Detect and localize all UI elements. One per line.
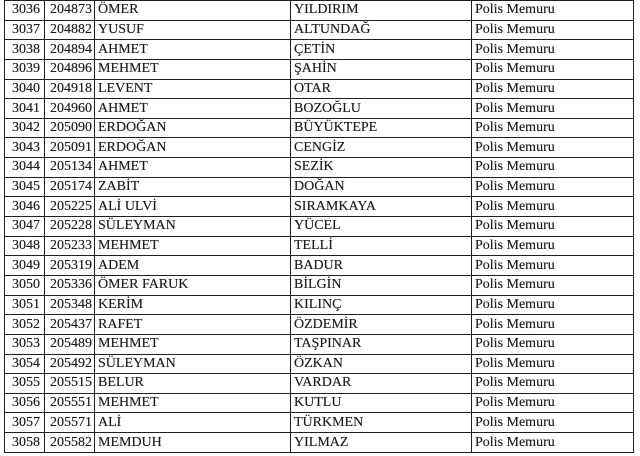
row-number-cell: 3058 xyxy=(5,433,45,453)
row-number-cell: 3037 xyxy=(5,20,45,40)
first-name-cell: MEHMET xyxy=(95,393,291,413)
table-row xyxy=(5,374,634,394)
first-name-cell: AHMET xyxy=(95,40,291,60)
table-row xyxy=(5,99,634,119)
first-name-cell: SÜLEYMAN xyxy=(95,217,291,237)
table-row xyxy=(5,354,634,374)
last-name-cell: CENGİZ xyxy=(291,138,472,158)
row-number-cell: 3052 xyxy=(5,315,45,335)
row-number-cell: 3036 xyxy=(5,1,45,21)
last-name-cell: ŞAHİN xyxy=(291,59,472,79)
registry-number-cell: 204894 xyxy=(45,40,95,60)
title-cell: Polis Memuru xyxy=(472,433,634,453)
last-name-cell: DOĞAN xyxy=(291,177,472,197)
title-cell: Polis Memuru xyxy=(472,20,634,40)
table-row xyxy=(5,334,634,354)
last-name-cell: BADUR xyxy=(291,256,472,276)
registry-number-cell: 205174 xyxy=(45,177,95,197)
last-name-cell: TELLİ xyxy=(291,236,472,256)
table-row xyxy=(5,59,634,79)
registry-number-cell: 204873 xyxy=(45,1,95,21)
last-name-cell: BÜYÜKTEPE xyxy=(291,118,472,138)
registry-number-cell: 205225 xyxy=(45,197,95,217)
registry-number-cell: 205319 xyxy=(45,256,95,276)
last-name-cell: VARDAR xyxy=(291,374,472,394)
first-name-cell: AHMET xyxy=(95,158,291,178)
first-name-cell: KERİM xyxy=(95,295,291,315)
registry-number-cell: 204918 xyxy=(45,79,95,99)
registry-number-cell: 205348 xyxy=(45,295,95,315)
first-name-cell: ERDOĞAN xyxy=(95,138,291,158)
title-cell: Polis Memuru xyxy=(472,275,634,295)
table-row xyxy=(5,275,634,295)
registry-number-cell: 205228 xyxy=(45,217,95,237)
row-number-cell: 3047 xyxy=(5,217,45,237)
title-cell: Polis Memuru xyxy=(472,393,634,413)
row-number-cell: 3038 xyxy=(5,40,45,60)
table-row xyxy=(5,118,634,138)
table-row xyxy=(5,40,634,60)
row-number-cell: 3057 xyxy=(5,413,45,433)
title-cell: Polis Memuru xyxy=(472,256,634,276)
title-cell: Polis Memuru xyxy=(472,40,634,60)
last-name-cell: BİLGİN xyxy=(291,275,472,295)
row-number-cell: 3046 xyxy=(5,197,45,217)
title-cell: Polis Memuru xyxy=(472,158,634,178)
title-cell: Polis Memuru xyxy=(472,354,634,374)
first-name-cell: SÜLEYMAN xyxy=(95,354,291,374)
first-name-cell: BELUR xyxy=(95,374,291,394)
registry-number-cell: 204896 xyxy=(45,59,95,79)
registry-number-cell: 205437 xyxy=(45,315,95,335)
row-number-cell: 3049 xyxy=(5,256,45,276)
row-number-cell: 3056 xyxy=(5,393,45,413)
row-number-cell: 3043 xyxy=(5,138,45,158)
registry-number-cell: 204882 xyxy=(45,20,95,40)
first-name-cell: ÖMER xyxy=(95,1,291,21)
table-row xyxy=(5,236,634,256)
title-cell: Polis Memuru xyxy=(472,315,634,335)
last-name-cell: KILINÇ xyxy=(291,295,472,315)
first-name-cell: RAFET xyxy=(95,315,291,335)
row-number-cell: 3050 xyxy=(5,275,45,295)
registry-number-cell: 205515 xyxy=(45,374,95,394)
table-row xyxy=(5,177,634,197)
table-row xyxy=(5,393,634,413)
last-name-cell: YILMAZ xyxy=(291,433,472,453)
title-cell: Polis Memuru xyxy=(472,59,634,79)
last-name-cell: ÇETİN xyxy=(291,40,472,60)
registry-number-cell: 205551 xyxy=(45,393,95,413)
first-name-cell: ZABİT xyxy=(95,177,291,197)
last-name-cell: TAŞPINAR xyxy=(291,334,472,354)
title-cell: Polis Memuru xyxy=(472,197,634,217)
last-name-cell: ALTUNDAĞ xyxy=(291,20,472,40)
title-cell: Polis Memuru xyxy=(472,99,634,119)
registry-number-cell: 205090 xyxy=(45,118,95,138)
title-cell: Polis Memuru xyxy=(472,295,634,315)
title-cell: Polis Memuru xyxy=(472,1,634,21)
registry-number-cell: 205492 xyxy=(45,354,95,374)
registry-number-cell: 205489 xyxy=(45,334,95,354)
title-cell: Polis Memuru xyxy=(472,79,634,99)
first-name-cell: ÖMER FARUK xyxy=(95,275,291,295)
table-row xyxy=(5,20,634,40)
title-cell: Polis Memuru xyxy=(472,217,634,237)
title-cell: Polis Memuru xyxy=(472,118,634,138)
last-name-cell: YÜCEL xyxy=(291,217,472,237)
row-number-cell: 3044 xyxy=(5,158,45,178)
row-number-cell: 3040 xyxy=(5,79,45,99)
table-row xyxy=(5,1,634,21)
first-name-cell: MEHMET xyxy=(95,236,291,256)
table-row xyxy=(5,433,634,453)
first-name-cell: YUSUF xyxy=(95,20,291,40)
title-cell: Polis Memuru xyxy=(472,334,634,354)
title-cell: Polis Memuru xyxy=(472,177,634,197)
table-row xyxy=(5,158,634,178)
row-number-cell: 3039 xyxy=(5,59,45,79)
first-name-cell: ERDOĞAN xyxy=(95,118,291,138)
row-number-cell: 3054 xyxy=(5,354,45,374)
table-body xyxy=(5,1,634,453)
registry-number-cell: 205134 xyxy=(45,158,95,178)
last-name-cell: BOZOĞLU xyxy=(291,99,472,119)
personnel-list-table xyxy=(4,0,634,453)
registry-number-cell: 205336 xyxy=(45,275,95,295)
last-name-cell: SIRAMKAYA xyxy=(291,197,472,217)
first-name-cell: MEHMET xyxy=(95,59,291,79)
row-number-cell: 3048 xyxy=(5,236,45,256)
first-name-cell: ADEM xyxy=(95,256,291,276)
first-name-cell: MEHMET xyxy=(95,334,291,354)
last-name-cell: OTAR xyxy=(291,79,472,99)
registry-number-cell: 204960 xyxy=(45,99,95,119)
last-name-cell: SEZİK xyxy=(291,158,472,178)
table-row xyxy=(5,413,634,433)
row-number-cell: 3051 xyxy=(5,295,45,315)
row-number-cell: 3041 xyxy=(5,99,45,119)
title-cell: Polis Memuru xyxy=(472,236,634,256)
table-row xyxy=(5,79,634,99)
registry-number-cell: 205571 xyxy=(45,413,95,433)
first-name-cell: AHMET xyxy=(95,99,291,119)
last-name-cell: ÖZKAN xyxy=(291,354,472,374)
last-name-cell: ÖZDEMİR xyxy=(291,315,472,335)
table-row xyxy=(5,217,634,237)
title-cell: Polis Memuru xyxy=(472,413,634,433)
title-cell: Polis Memuru xyxy=(472,138,634,158)
registry-number-cell: 205233 xyxy=(45,236,95,256)
title-cell: Polis Memuru xyxy=(472,374,634,394)
last-name-cell: YILDIRIM xyxy=(291,1,472,21)
row-number-cell: 3045 xyxy=(5,177,45,197)
last-name-cell: KUTLU xyxy=(291,393,472,413)
first-name-cell: LEVENT xyxy=(95,79,291,99)
row-number-cell: 3055 xyxy=(5,374,45,394)
row-number-cell: 3053 xyxy=(5,334,45,354)
row-number-cell: 3042 xyxy=(5,118,45,138)
table-row xyxy=(5,197,634,217)
first-name-cell: ALİ ULVİ xyxy=(95,197,291,217)
registry-number-cell: 205582 xyxy=(45,433,95,453)
registry-number-cell: 205091 xyxy=(45,138,95,158)
table-row xyxy=(5,256,634,276)
first-name-cell: MEMDUH xyxy=(95,433,291,453)
table-row xyxy=(5,315,634,335)
table-row xyxy=(5,138,634,158)
first-name-cell: ALİ xyxy=(95,413,291,433)
table-row xyxy=(5,295,634,315)
last-name-cell: TÜRKMEN xyxy=(291,413,472,433)
